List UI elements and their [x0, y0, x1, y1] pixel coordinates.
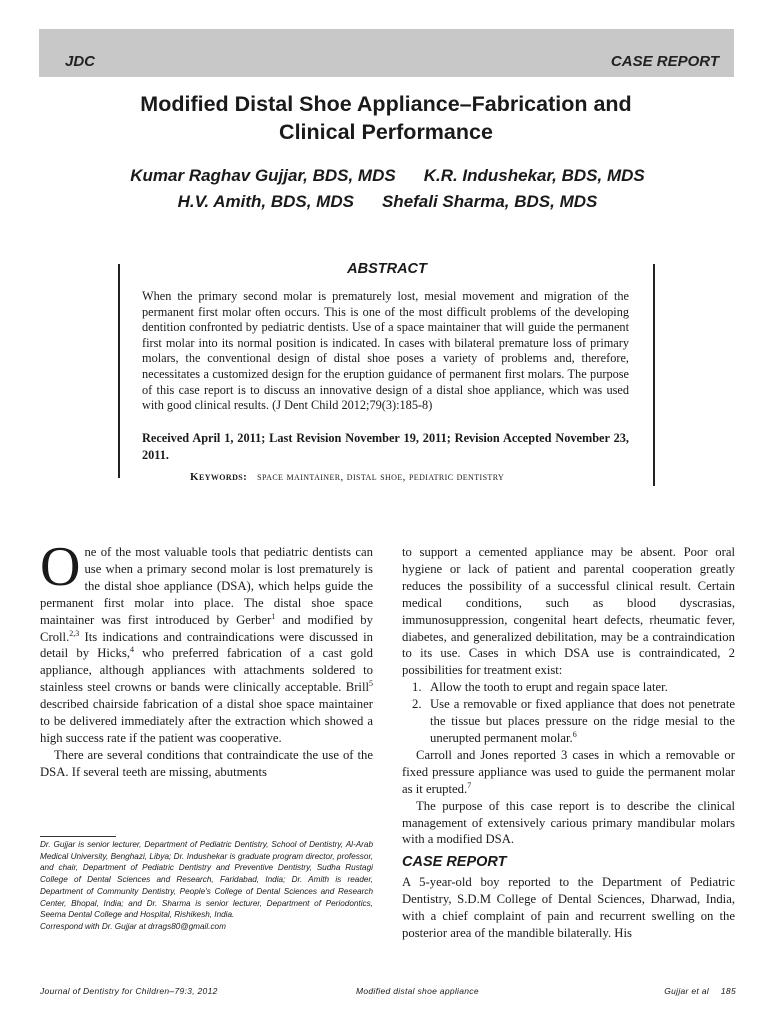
received-dates: Received April 1, 2011; Last Revision November 19, 2011; Revision Accepted November 23, 2011. [142, 431, 629, 462]
author-name: Shefali Sharma, BDS, MDS [381, 192, 598, 211]
reference-marker: 6 [572, 729, 577, 739]
title-line-2: Clinical Performance [279, 120, 493, 144]
drop-cap: O [40, 536, 81, 598]
footer-author-page [664, 986, 736, 996]
author-name: Kumar Raghav Gujjar, BDS, MDS [130, 166, 396, 185]
right-column [402, 544, 735, 942]
author-name: H.V. Amith, BDS, MDS [177, 192, 354, 211]
body-paragraph: Carroll and Jones reported 3 cases in which a removable or fixed pressure appliance was used to guide the permanent molar as it erupted.$^7$ [402, 747, 735, 796]
reference-marker: 4 [130, 645, 134, 655]
author-line-2 [40, 189, 735, 215]
list-text: Allow the tooth to erupt and regain space later. [430, 680, 668, 695]
list-number: 2. [412, 697, 422, 712]
reference-marker: 5 [369, 679, 373, 689]
header-bar [39, 29, 734, 77]
footer-authors: Gujjar et al [664, 986, 709, 996]
abstract-heading: ABSTRACT [347, 261, 427, 277]
affiliations: Dr. Gujjar is senior lecturer, Department of Pediatric Dentistry, School of Dentistry, Al-Arab Medical University, Benghazi, Libya; Dr. Indushekar is graduate program director, professor, and chair, Department of Pediatric Dentistry and Preventive Dentistry, Sudha Rustagi College of Dental Sciences and Research, Faridabad, India; Dr. Amith is reader, Department of Community Dentistry, People's College of Dental Sciences and Research Center, Bhopal, India; and Dr. Sharma is senior lecturer, Department of Periodontics, Seema Dental College and Hospital, Rishikesh, India. [40, 840, 373, 920]
keywords [190, 471, 504, 483]
section-label: CASE REPORT [610, 53, 719, 70]
reference-marker: 2,3 [69, 628, 80, 638]
abstract-left-rule [118, 264, 120, 478]
abstract-body: When the primary second molar is prematurely lost, mesial movement and migration of the permanent first molar often occurs. This is one of the most difficult problems of the developing dentition confronted by pediatric dentists. Use of a space maintainer that will guide the permanent first molar into its normal position is indicated. In cases with bilateral premature loss of primary molars, the conventional design of distal shoe poses a variety of problems and, therefore, necessitates a customized design for the eruption guidance of permanent first molars. The purpose of this case report is to discuss an innovative design of a distal shoe appliance, which was used with good clinical results. (J Dent Child 2012;79(3):185-8) [142, 289, 629, 413]
abstract-right-rule [653, 264, 655, 486]
body-paragraph: The purpose of this case report is to describe the clinical management of extensively carious primary mandibular molars with a modified DSA. [402, 798, 735, 847]
author-line-1 [40, 163, 735, 189]
footer-journal: Journal of Dentistry for Children–79:3, 2012 [40, 986, 218, 996]
left-column [40, 536, 373, 781]
keywords-list: space maintainer, distal shoe, pediatric dentistry [257, 471, 505, 483]
reference-marker: 1 [271, 611, 276, 621]
page-number: 185 [720, 986, 736, 996]
title-line-1: Modified Distal Shoe Appliance–Fabrication and [140, 92, 632, 116]
reference-marker: 7 [467, 780, 472, 790]
correspondence: Correspond with Dr. Gujjar at drrags80@gmail.com [40, 921, 226, 931]
keywords-label: Keywords: [190, 471, 248, 483]
list-item [402, 696, 735, 747]
case-report-heading: CASE REPORT [402, 854, 507, 871]
list-item [402, 679, 735, 696]
article-title [60, 90, 712, 146]
body-paragraph: to support a cemented appliance may be absent. Poor oral hygiene or lack of patient and parental cooperation greatly reduces the possibility of a successful clinical result. Certain medical conditions, such as blood dyscrasias, immunosuppression, congenital heart defects, rheumatic fever, diabetes, and generalized debilitation, may be a contraindication to its use. Cases in which DSA use is contraindicated, 2 possibilities for treatment exist: [402, 545, 735, 678]
footer-running-title: Modified distal shoe appliance [356, 986, 479, 996]
footnote-rule [40, 836, 116, 837]
author-footnote [40, 839, 373, 933]
journal-abbrev: JDC [65, 53, 96, 70]
intro-paragraph: One of the most valuable tools that pediatric dentists can use when a primary second molar is lost prematurely is the distal shoe appliance (DSA), which helps guide the permanent first molar into place. The distal shoe space maintainer was first introduced by Gerber$^1$ and modified by Croll.$^{2,3}$ Its indications and contraindications were discussed in detail by Hicks,$^4$ who preferred fabrication of a cast gold appliance, although appliances with attachments soldered to stainless steel crowns or bands were clinically acceptable. Brill$^5$ described chairside fabrication of a distal shoe space maintainer to be delivered immediately after the extraction which showed a high success rate if the patient was cooperative. [40, 536, 373, 745]
list-number: 1. [412, 680, 422, 695]
list-text: Use a removable or fixed appliance that does not penetrate the tissue but places pressure on the ridge mesial to the unerupted permanent molar. [430, 697, 735, 745]
body-paragraph: A 5-year-old boy reported to the Department of Pediatric Dentistry, S.D.M College of Dental Sciences, Dharwad, India, with a chief complaint of pain and recurrent swelling on the posterior area of the mandible bilaterally. His [402, 875, 735, 941]
author-list [40, 163, 735, 215]
author-name: K.R. Indushekar, BDS, MDS [423, 166, 645, 185]
body-paragraph: There are several conditions that contraindicate the use of the DSA. If several teeth are missing, abutments [40, 747, 373, 779]
